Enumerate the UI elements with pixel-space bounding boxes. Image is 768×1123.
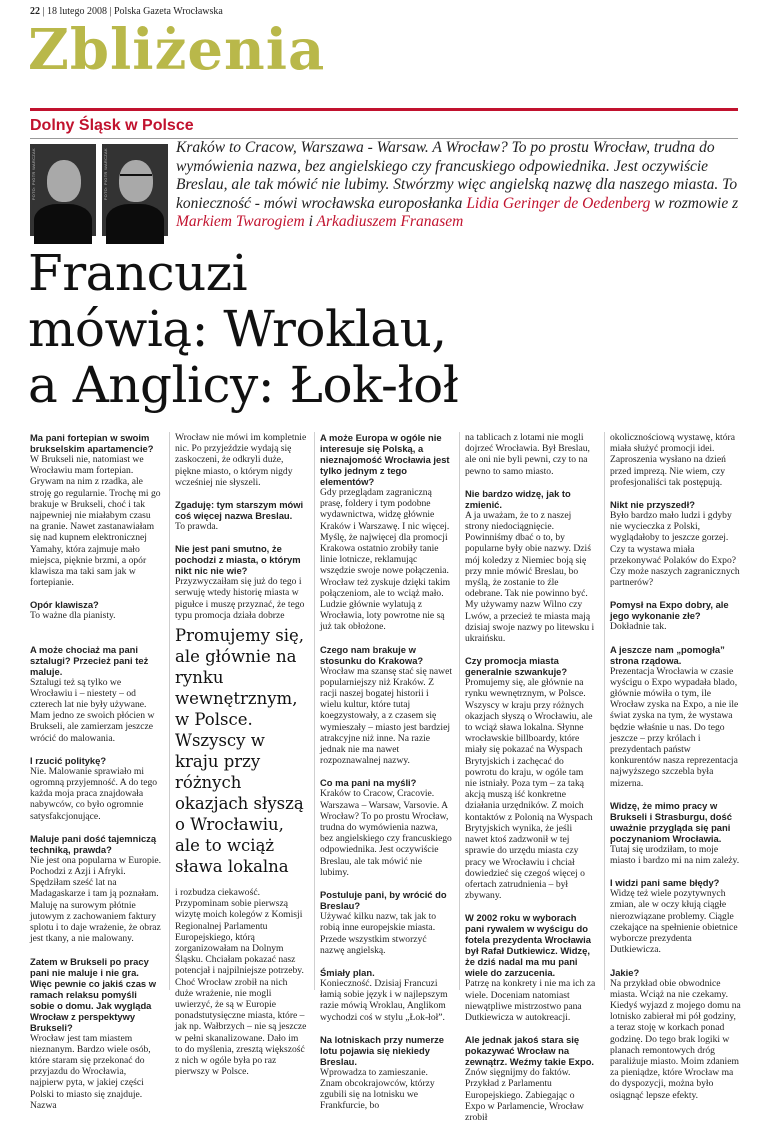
page-header-line <box>30 6 223 17</box>
interviewee-name: Lidia Geringer de Oedenberg <box>466 194 651 212</box>
question: Jakie? <box>610 966 640 978</box>
headline <box>28 245 748 413</box>
question: Zatem w Brukseli po pracy pani nie maluje i nie gra. Więc pewnie co jakiś czas w ramach relaksu pomyśli sobie o domu. Jak wygląda Wrocław z perspektywy Brukseli? <box>30 955 157 1033</box>
portrait-photo-2 <box>102 144 168 236</box>
glasses-icon <box>120 174 152 180</box>
answer: Patrzę na konkrety i nie ma ich za wiele. Doceniam natomiast niewątpliwe mistrzostwo pana Dutkiewicza w autokreacji. <box>465 978 596 1023</box>
answer: Przyzwyczaiłam się już do tego i serwuję wtedy historię miasta w pigułce i muszę przyznać, że tego typu promocja działa dobrze <box>175 576 305 621</box>
column-1 <box>30 432 162 1111</box>
answer: Używać kilku nazw, tak jak to robią inne europejskie miasta. Przede wszystkim stworzyć nazwę angielską. <box>320 911 437 956</box>
portrait-face <box>119 160 153 202</box>
answer: Tutaj się urodziłam, to moje miasto i bardzo mi na nim zależy. <box>610 843 740 867</box>
author-name: Markiem Twarogiem <box>176 213 305 230</box>
answer: Gdy przeglądam zagraniczną prasę, foldery i tym podobne wydawnictwa, widzę głównie Kraków i Warszawę. I nic więcej. Myślę, że najwięcej dla promocji Krakowa ostatnio zrobiły tanie linie lotnicze, reklamując wszędzie swoje nowe połączenia. Wrocław też zyskuje dzięki takim połączeniom, ale to wciąż mało. Ludzie głównie wylatują z Wrocławia, loty powrotne nie są już tak obłożone. <box>320 487 451 633</box>
portrait-body <box>34 204 92 244</box>
pull-quote: Promujemy się, ale głównie na rynku wewnętrznym, w Polsce. Wszyscy w kraju przy różnych okazjach słyszą o Wrocławiu, ale to wciąż sława lokalna <box>175 626 305 877</box>
kicker: Dolny Śląsk w Polsce <box>30 117 194 134</box>
answer: Znów sięgnijmy do faktów. Przykład z Parlamentu Europejskiego. Zabiegając o Expo w Parlamencie, Wrocław zrobił <box>465 1067 584 1123</box>
question: Maluje pani dość tajemniczą techniką, prawda? <box>30 832 157 855</box>
answer: Konieczność. Dzisiaj Francuzi łamią sobie język i w najlepszym razie mówią Wroklau, Anglikom wychodzi coś w stylu „Łok-łoł”. <box>320 977 448 1023</box>
column-3 <box>320 432 452 1112</box>
intro-text: w rozmowie z <box>650 194 739 212</box>
answer: Dokładnie tak. <box>610 621 667 633</box>
question: Zgaduję: tym starszym mówi coś więcej nazwa Breslau. <box>175 499 304 522</box>
intro-text: Kraków to Cracow, Warszawa - Warsaw. A Wrocław? To po prostu Wrocław, trudna do wymówienia nazwa, bez angielskiego czy francuskiego odpowiednika. Jest oczywiście Breslau, ale tak mówić nie lubimy. Stwórzmy więc angielską nazwę dla naszego miasta. To konieczność - mówi wrocławska europosłanka <box>176 139 738 212</box>
question: Ale jednak jakoś stara się pokazywać Wrocław na zewnątrz. Weźmy takie Expo. <box>465 1034 595 1068</box>
question: I rzucić politykę? <box>30 754 107 766</box>
column-2 <box>175 432 307 1077</box>
answer: Wrocław jest tam miastem nieznanym. Bardzo wiele osób, które staram się przekonać do przyjazdu do Wrocławia, najpierw pyta, w jakiej części Polski to miasto się znajduje. Nazwa <box>30 1032 151 1111</box>
question: Nikt nie przyszedł? <box>610 499 695 511</box>
question: A jeszcze nam „pomogła” strona rządowa. <box>610 643 725 666</box>
answer: Nie jest ona popularna w Europie. Pochodzi z Azji i Afryki. Spędziłam sześć lat na Madagaskarze i tam ją poznałam. Maluję na surowym płótnie jutowym z zachowaniem faktury splotu i to daje wrażenie, że obraz jest tkany, a nie malowany. <box>30 854 162 945</box>
headline-line: a Anglicy: Łok-łoł <box>28 356 459 414</box>
question: W 2002 roku w wyborach pani rywalem w wyścigu do fotela prezydenta Wrocławia był Rafał Dutkiewicz. Widzę, że dziś nadal ma mu pani wiele do zarzucenia. <box>465 912 591 979</box>
answer: i rozbudza ciekawość. Przypominam sobie pierwszą wizytę moich kolegów z Komisji Regionalnej Parlamentu Europejskiego, którą zorganizowałam na Dolnym Śląsku. Chciałam pokazać nasz potencjał i najpilniejsze potrzeby. Choć Wrocław zrobił na nich duże wrażenie, nie mogli uwierzyć, że są w Europie ponadstutysięczne miasta, które – jak np. Wałbrzych – nie są jeszcze w pełni skanalizowane. Dało im to do myślenia, zresztą większość z nich w ogóle była po raz pierwszy w Polsce. <box>175 887 307 1078</box>
headline-line: mówią: Wroklau, <box>28 300 447 358</box>
author-name: Arkadiuszem Franasem <box>316 213 464 230</box>
answer: To ważne dla pianisty. <box>30 610 116 622</box>
page-number: 22 <box>30 6 40 17</box>
answer: To prawda. <box>175 521 219 533</box>
question: A może Europa w ogóle nie interesuje się Polską, a nieznajomość Wrocławia jest tylko jednym z tego elementów? <box>320 432 450 487</box>
question: Nie jest pani smutno, że pochodzi z miasta, o którym nikt nic nie wie? <box>175 543 301 577</box>
answer: Wrocław nie mówi im kompletnie nic. Po przyjeździe wydają się zaskoczeni, że odkryli duże, piękne miasto, o którym nigdy wcześniej nie słyszeli. <box>175 432 307 488</box>
question: Opór klawisza? <box>30 599 99 611</box>
question: Co ma pani na myśli? <box>320 777 417 789</box>
question: A może chociaż ma pani sztalugi? Przecież pani też maluje. <box>30 643 149 677</box>
date-publication: | 18 lutego 2008 | Polska Gazeta Wrocławska <box>40 6 223 17</box>
answer: Było bardzo mało ludzi i gdyby nie wycieczka z Polski, wyglądałoby to jeszcze gorzej. Czy ta wystawa miała przekonywać Polaków do Expo? Czy może naszych zagranicznych partnerów? <box>610 510 740 589</box>
answer: na tablicach z lotami nie mogli dojrzeć Wrocławia. Był Breslau, ale oni nie byli pewni, czy to na pewno to samo miasto. <box>465 432 590 477</box>
question: Nie bardzo widzę, jak to zmienić. <box>465 487 571 510</box>
answer: Wprowadza to zamieszanie. Znam obcokrajowców, którzy zgubili się na lotnisku we Frankfurcie, bo <box>320 1066 435 1112</box>
answer: Sztalugi też są tylko we Wrocławiu i – niestety – od czterech lat nie były używane. Mam jedno ze swoich płócien w Brukseli, ale zamierzam jeszcze wrócić do malowania. <box>30 676 155 744</box>
question: Widzę, że mimo pracy w Brukseli i Strasburgu, dość uważnie przygląda się pani poczynaniom Wrocławia. <box>610 799 732 844</box>
question: Śmiały plan. <box>320 966 375 978</box>
intro-lead <box>176 139 742 232</box>
headline-line: Francuzi <box>28 244 248 302</box>
photo-credit: FOTO: PIOTR WARCZAK <box>103 148 108 201</box>
answer: Prezentacja Wrocławia w czasie wyścigu o Expo wypadała blado, głównie mówiła o tym, ile Wrocław zyska na Expo, a nie ile świat zyska na tym, że wystawa będzie właśnie u nas. Do tego jeszcze – przy królach i prezydentach państw konkurentów nasza reprezentacja najwyższego szczebla była mizerna. <box>610 665 739 789</box>
answer: Widzę też wiele pozytywnych zmian, ale w oczy kłują ciągłe nierozwiązane problemy. Ciągle czekające na spełnienie obietnice wyborcze prezydenta Dutkiewicza. <box>610 888 738 956</box>
question: I widzi pani same błędy? <box>610 877 720 889</box>
answer: okolicznościową wystawę, która miała służyć promocji idei. Zaproszenia wysłano na dzień przed imprezą. Nie wiem, czy profesjonaliści tak postępują. <box>610 432 735 488</box>
question: Czego nam brakuje w stosunku do Krakowa? <box>320 643 424 666</box>
section-title: Zbliżenia <box>28 17 326 83</box>
photo-credit: FOTO: PIOTR WARCZAK <box>31 148 36 201</box>
intro-text: i <box>304 213 317 230</box>
answer: A ja uważam, że to z naszej strony niedociągnięcie. Powinniśmy dbać o to, by popularne były obie nazwy. Dziś mój koledzy z Niemiec boją się przy mnie mówić Breslau, bo myślą, że zostanie to źle odebrane. Tak nie powinno być. My używamy nazw Wilno czy Lwów, a przecież te miasta mają dzisiaj swoje nazwy po litewsku i ukraińsku. <box>465 509 595 645</box>
answer: Nie. Malowanie sprawiało mi ogromną przyjemność. A do tego każda moja praca znajdowała nabywców, co było ogromnie satysfakcjonujące. <box>30 765 158 822</box>
question: Czy promocja miasta generalnie szwankuje? <box>465 655 568 678</box>
red-rule <box>30 108 738 111</box>
column-4 <box>465 432 597 1123</box>
column-5 <box>610 432 742 1101</box>
portrait-face <box>47 160 81 202</box>
question: Pomysł na Expo dobry, ale jego wykonanie złe? <box>610 599 729 622</box>
portrait-photo-1 <box>30 144 96 236</box>
answer: W Brukseli nie, natomiast we Wrocławiu mam fortepian. Grywam na nim z rzadka, ale stroję go regularnie. Trochę mi go brakuje w Brukseli, choć i tak najpewniej nie miałabym czasu na granie. Nawet zastanawiałam się nad kupnem elektronicznej Yamahy, która zajmuje mało miejsca, pięknie brzmi, a opór klawisza ma taki sam jak w fortepianie. <box>30 454 161 589</box>
question: Na lotniskach przy numerze lotu pojawia się niekiedy Breslau. <box>320 1033 444 1067</box>
answer: Kraków to Cracow, Cracovie. Warszawa – Warsaw, Varsovie. A Wrocław? To po prostu Wrocław, trudna do wymówienia nazwa, bez angielskiego czy francuskiego odpowiednika. Jest oczywiście Breslau, ale tak mówić nie lubimy. <box>320 788 452 878</box>
article-body <box>30 432 742 1123</box>
answer: Wrocław ma szansę stać się nawet popularniejszy niż Kraków. Z racji naszej bogatej historii i wielu kultur, które tutaj koegzystowały, a z czasem się wymieszały – miasto jest bardziej atrakcyjne niż inne. Na razie jednak nie ma nawet rozpoznawalnej nazwy. <box>320 665 453 767</box>
answer: Na przykład obie obwodnice miasta. Wciąż na nie czekamy. Kiedyś wyjazd z mojego domu na lotnisko zabierał mi pół godziny, a teraz stoję w korkach ponad godzinę. Do tego brak logiki w planach remontowych dróg paraliżuje miasto. Moim zdaniem za pieniądze, które Wrocław ma do dyspozycji, można było osiągnąć lepsze efekty. <box>610 977 741 1101</box>
question: Postuluje pani, by wrócić do Breslau? <box>320 889 447 912</box>
answer: Promujemy się, ale głównie na rynku wewnętrznym, w Polsce. Wszyscy w kraju przy różnych okazjach słyszą o Wrocławiu, ale to wciąż sława lokalna. Słynne wrocławskie billboardy, które miały się pokazać na Wyspach Brytyjskich i zachęcać do powrotu do kraju, w ogóle tam nie istniały. Poza tym – za taką akcją muszą iść konkretne działania urzędników. Z moich kontaktów z Polonią na Wyspach Brytyjskich wynika, że jeśli nawet ktoś zadzwonił w tej sprawie do urzędu miasta czy pracy we Wrocławiu i chciał dowiedzieć się czegoś więcej o ofertach zatrudnienia – był zbywany. <box>465 677 593 902</box>
portrait-body <box>106 204 164 244</box>
question: Ma pani fortepian w swoim brukselskim apartamencie? <box>30 432 154 454</box>
